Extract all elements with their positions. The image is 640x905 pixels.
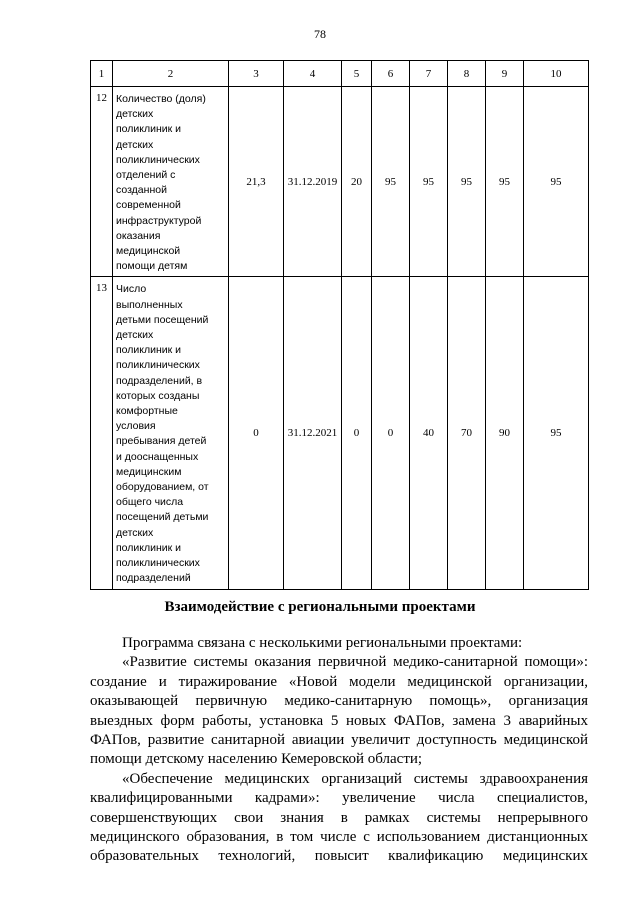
baseline-value: 0: [229, 277, 284, 589]
paragraph-line: «Развитие системы оказания первичной медико-санитарной помощи»:: [122, 654, 588, 671]
indicator-name-line: детских: [116, 329, 154, 342]
target-value: 90: [486, 277, 524, 589]
indicator-name-line: подразделений, в: [116, 374, 203, 387]
column-header: 4: [284, 61, 342, 87]
column-header: 3: [229, 61, 284, 87]
indicator-name-line: медицинским: [116, 465, 182, 478]
indicator-name-line: современной: [116, 199, 181, 212]
target-value: 95: [410, 87, 448, 277]
column-header: 2: [113, 61, 229, 87]
indicator-name-line: поликлинических: [116, 359, 200, 372]
column-header: 5: [342, 61, 372, 87]
indicator-name-line: оборудованием, от: [116, 481, 209, 494]
indicator-name-line: медицинской: [116, 245, 181, 258]
indicator-name-line: посещений детьми: [116, 511, 209, 524]
indicator-name-line: детских: [116, 138, 154, 151]
target-value: 0: [372, 277, 410, 589]
indicator-name-line: детских: [116, 526, 154, 539]
paragraph-line: образовательных технологий, повысит квалификацию медицинских: [90, 848, 588, 865]
page-number: 78: [314, 27, 326, 41]
indicator-name-line: и дооснащенных: [116, 450, 199, 463]
indicator-name-line: поликлинических: [116, 557, 200, 570]
body-paragraphs: [90, 634, 588, 867]
indicator-name-line: поликлиник и: [116, 123, 182, 136]
row-number: 13: [91, 277, 113, 589]
indicator-name-line: выполненных: [116, 298, 183, 311]
paragraph-line: помощи детскому населению Кемеровской области;: [90, 751, 423, 768]
paragraph-line: оказывающей первичную медико-санитарную помощь», организация: [90, 693, 588, 710]
indicator-name: [113, 87, 229, 277]
table-row: [91, 87, 589, 277]
section-title: Взаимодействие с региональными проектами: [164, 599, 476, 615]
indicator-name-line: помощи детям: [116, 260, 188, 273]
indicators-table: [90, 60, 589, 590]
column-header: 6: [372, 61, 410, 87]
paragraph-line: квалифицированными кадрами»: увеличение числа специалистов,: [90, 790, 588, 807]
target-value: 95: [448, 87, 486, 277]
paragraph-line: Программа связана с несколькими региональными проектами:: [122, 635, 523, 651]
indicator-name-line: созданной: [116, 184, 167, 197]
indicator-name-line: поликлиник и: [116, 344, 182, 357]
paragraph-line: выездных форм работы, установка 5 новых ФАПов, замена 3 аварийных: [90, 712, 588, 729]
paragraph-line: ФАПов, развитие санитарной авиации увеличит доступность медицинской: [90, 731, 588, 748]
target-value: 95: [486, 87, 524, 277]
indicator-name-line: детских: [116, 108, 154, 121]
target-value: 0: [342, 277, 372, 589]
indicator-name-line: Количество (доля): [116, 93, 206, 105]
baseline-value: 21,3: [229, 87, 284, 277]
paragraph-line: медицинского образования, в том числе с использованием дистанционных: [90, 828, 588, 845]
baseline-date: 31.12.2021: [284, 277, 342, 589]
paragraph-line: совершенствующих свои знания в рамках системы непрерывного: [90, 809, 588, 826]
column-header: 7: [410, 61, 448, 87]
row-number: 12: [91, 87, 113, 277]
table-header-row: [91, 61, 589, 87]
indicator-name-line: поликлиник и: [116, 541, 182, 554]
indicator-name-line: оказания: [116, 229, 161, 242]
indicator-name-line: подразделений: [116, 572, 191, 585]
indicator-name: [113, 277, 229, 589]
indicator-name-line: пребывания детей: [116, 435, 207, 448]
column-header: 9: [486, 61, 524, 87]
indicator-name-line: которых созданы: [116, 389, 200, 402]
target-value: 20: [342, 87, 372, 277]
target-value: 70: [448, 277, 486, 589]
indicator-name-line: детьми посещений: [116, 313, 209, 326]
indicator-name-line: инфраструктурой: [116, 214, 202, 227]
table-row: [91, 277, 589, 589]
target-value: 40: [410, 277, 448, 589]
target-value: 95: [524, 277, 589, 589]
column-header: 10: [524, 61, 589, 87]
indicator-name-line: комфортные: [116, 405, 178, 418]
baseline-date: 31.12.2019: [284, 87, 342, 277]
paragraph-line: создание и тиражирование «Новой модели медицинской организации,: [90, 673, 588, 690]
indicator-name-line: отделений с: [116, 169, 176, 182]
column-header: 1: [91, 61, 113, 87]
paragraph-line: «Обеспечение медицинских организаций системы здравоохранения: [122, 770, 588, 787]
target-value: 95: [372, 87, 410, 277]
target-value: 95: [524, 87, 589, 277]
indicator-name-line: Число: [116, 283, 147, 296]
indicator-name-line: общего числа: [116, 496, 184, 509]
column-header: 8: [448, 61, 486, 87]
indicator-name-line: условия: [116, 420, 156, 433]
indicator-name-line: поликлинических: [116, 153, 200, 166]
